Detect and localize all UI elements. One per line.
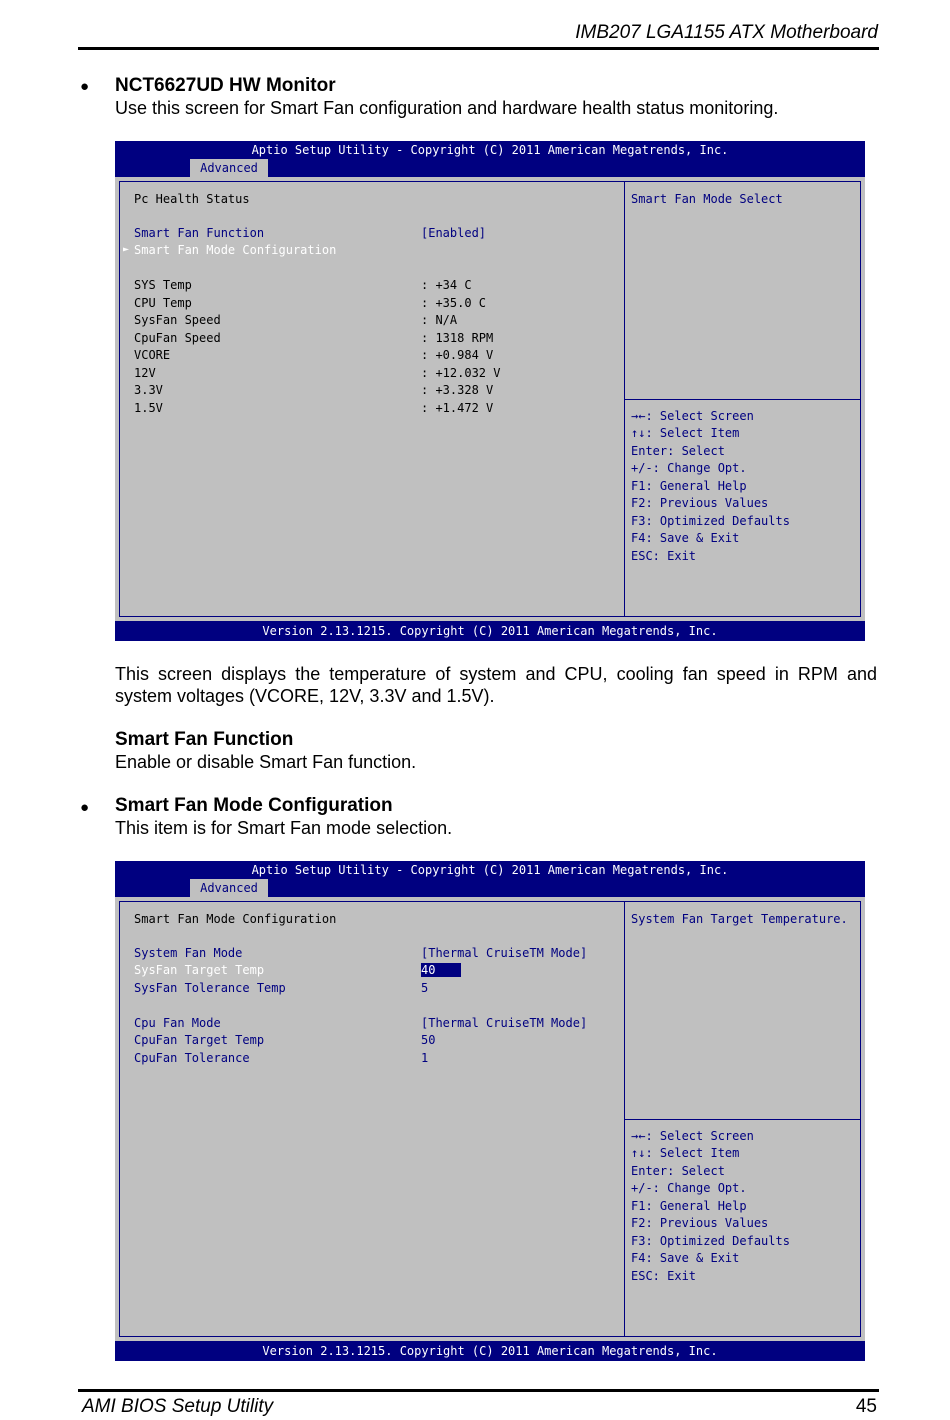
key-hint: ↑↓: Select Item — [631, 426, 740, 440]
key-hint: ESC: Exit — [631, 549, 697, 563]
bios-screen-smart-fan-mode — [115, 861, 865, 1361]
sysfan-target-temp-input[interactable]: 40 — [421, 963, 461, 977]
footer-rule — [78, 1389, 879, 1392]
reading-label: CpuFan Speed — [134, 331, 221, 345]
bios-section-title: Smart Fan Mode Configuration — [134, 912, 337, 926]
key-hint: +/-: Change Opt. — [631, 461, 747, 475]
bios-version-bar: Version 2.13.1215. Copyright (C) 2011 American Megatrends, Inc. — [115, 621, 865, 641]
cpu-fan-mode-value[interactable]: [Thermal CruiseTM Mode] — [421, 1016, 588, 1030]
submenu-arrow-icon: ► — [123, 244, 130, 255]
reading-value: : +0.984 V — [421, 348, 494, 362]
tab-advanced[interactable]: Advanced — [190, 879, 268, 897]
reading-value: : +12.032 V — [421, 366, 501, 380]
key-hint: Enter: Select — [631, 444, 725, 458]
header-rule — [78, 47, 879, 50]
section-heading-smart-fan-function: Smart Fan Function — [115, 729, 294, 750]
reading-label: 12V — [134, 366, 156, 380]
sysfan-tolerance-temp-label[interactable]: SysFan Tolerance Temp — [134, 981, 286, 995]
sysfan-target-temp-label[interactable]: SysFan Target Temp — [134, 963, 265, 977]
reading-label: SysFan Speed — [134, 313, 221, 327]
section-description-smart-fan-function: Enable or disable Smart Fan function. — [115, 752, 417, 772]
key-hint: F3: Optimized Defaults — [631, 514, 790, 528]
bios-title: Aptio Setup Utility - Copyright (C) 2011 American Megatrends, Inc. — [251, 863, 729, 877]
cpufan-target-temp-value[interactable]: 50 — [421, 1033, 436, 1047]
reading-value: : 1318 RPM — [421, 331, 494, 345]
bios-section-title: Pc Health Status — [134, 192, 250, 206]
key-hint: ESC: Exit — [631, 1269, 697, 1283]
health-status-paragraph: This screen displays the temperature of system and CPU, cooling fan speed in RPM and system voltages (VCORE, 12V, 3.3V and 1.5V). — [115, 664, 877, 706]
help-text: Smart Fan Mode Select — [631, 192, 783, 206]
key-hint: F4: Save & Exit — [631, 531, 740, 545]
page-header-title: IMB207 LGA1155 ATX Motherboard — [575, 22, 878, 43]
reading-value: : +1.472 V — [421, 401, 494, 415]
footer-title: AMI BIOS Setup Utility — [82, 1396, 274, 1417]
bios-screen-health-status — [115, 141, 865, 641]
bullet-icon: ● — [80, 78, 90, 95]
reading-value: : +34 C — [421, 278, 472, 292]
bios-title-bar — [115, 861, 865, 897]
bios-title-bar — [115, 141, 865, 177]
key-hint: F3: Optimized Defaults — [631, 1234, 790, 1248]
cpu-fan-mode-label[interactable]: Cpu Fan Mode — [134, 1016, 221, 1030]
key-hint: →←: Select Screen — [631, 409, 754, 423]
cpufan-tolerance-label[interactable]: CpuFan Tolerance — [134, 1051, 250, 1065]
system-fan-mode-value[interactable]: [Thermal CruiseTM Mode] — [421, 946, 588, 960]
section-description-hw-monitor: Use this screen for Smart Fan configuration and hardware health status monitoring. — [115, 98, 779, 118]
key-hint: F1: General Help — [631, 1199, 747, 1213]
key-hint: +/-: Change Opt. — [631, 1181, 747, 1195]
cpufan-tolerance-value[interactable]: 1 — [421, 1051, 429, 1065]
reading-value: : N/A — [421, 313, 458, 327]
reading-label: VCORE — [134, 348, 171, 362]
smart-fan-function-value[interactable]: [Enabled] — [421, 226, 487, 240]
reading-value: : +3.328 V — [421, 383, 494, 397]
bios-help-divider — [625, 399, 860, 400]
help-text: System Fan Target Temperature. — [631, 912, 848, 926]
section-heading-hw-monitor: NCT6627UD HW Monitor — [115, 75, 336, 96]
smart-fan-mode-config-submenu[interactable]: Smart Fan Mode Configuration — [134, 243, 337, 257]
reading-label: 3.3V — [134, 383, 163, 397]
bios-version-bar: Version 2.13.1215. Copyright (C) 2011 American Megatrends, Inc. — [115, 1341, 865, 1361]
sysfan-tolerance-temp-value[interactable]: 5 — [421, 981, 429, 995]
bullet-icon: ● — [80, 799, 90, 816]
smart-fan-function-label[interactable]: Smart Fan Function — [134, 226, 265, 240]
key-hint: F2: Previous Values — [631, 496, 769, 510]
section-description-smart-fan-mode-config: This item is for Smart Fan mode selection. — [115, 818, 453, 838]
reading-label: SYS Temp — [134, 278, 192, 292]
reading-label: 1.5V — [134, 401, 163, 415]
key-hint: F1: General Help — [631, 479, 747, 493]
system-fan-mode-label[interactable]: System Fan Mode — [134, 946, 243, 960]
bios-title: Aptio Setup Utility - Copyright (C) 2011 American Megatrends, Inc. — [251, 143, 729, 157]
reading-label: CPU Temp — [134, 296, 192, 310]
cpufan-target-temp-label[interactable]: CpuFan Target Temp — [134, 1033, 265, 1047]
key-hint: ↑↓: Select Item — [631, 1146, 740, 1160]
bios-help-divider — [625, 1119, 860, 1120]
key-hint: F4: Save & Exit — [631, 1251, 740, 1265]
section-heading-smart-fan-mode-config: Smart Fan Mode Configuration — [115, 795, 393, 816]
key-hint: →←: Select Screen — [631, 1129, 754, 1143]
key-hint: F2: Previous Values — [631, 1216, 769, 1230]
key-hint: Enter: Select — [631, 1164, 725, 1178]
tab-advanced[interactable]: Advanced — [190, 159, 268, 177]
reading-value: : +35.0 C — [421, 296, 487, 310]
page-number: 45 — [855, 1396, 877, 1417]
